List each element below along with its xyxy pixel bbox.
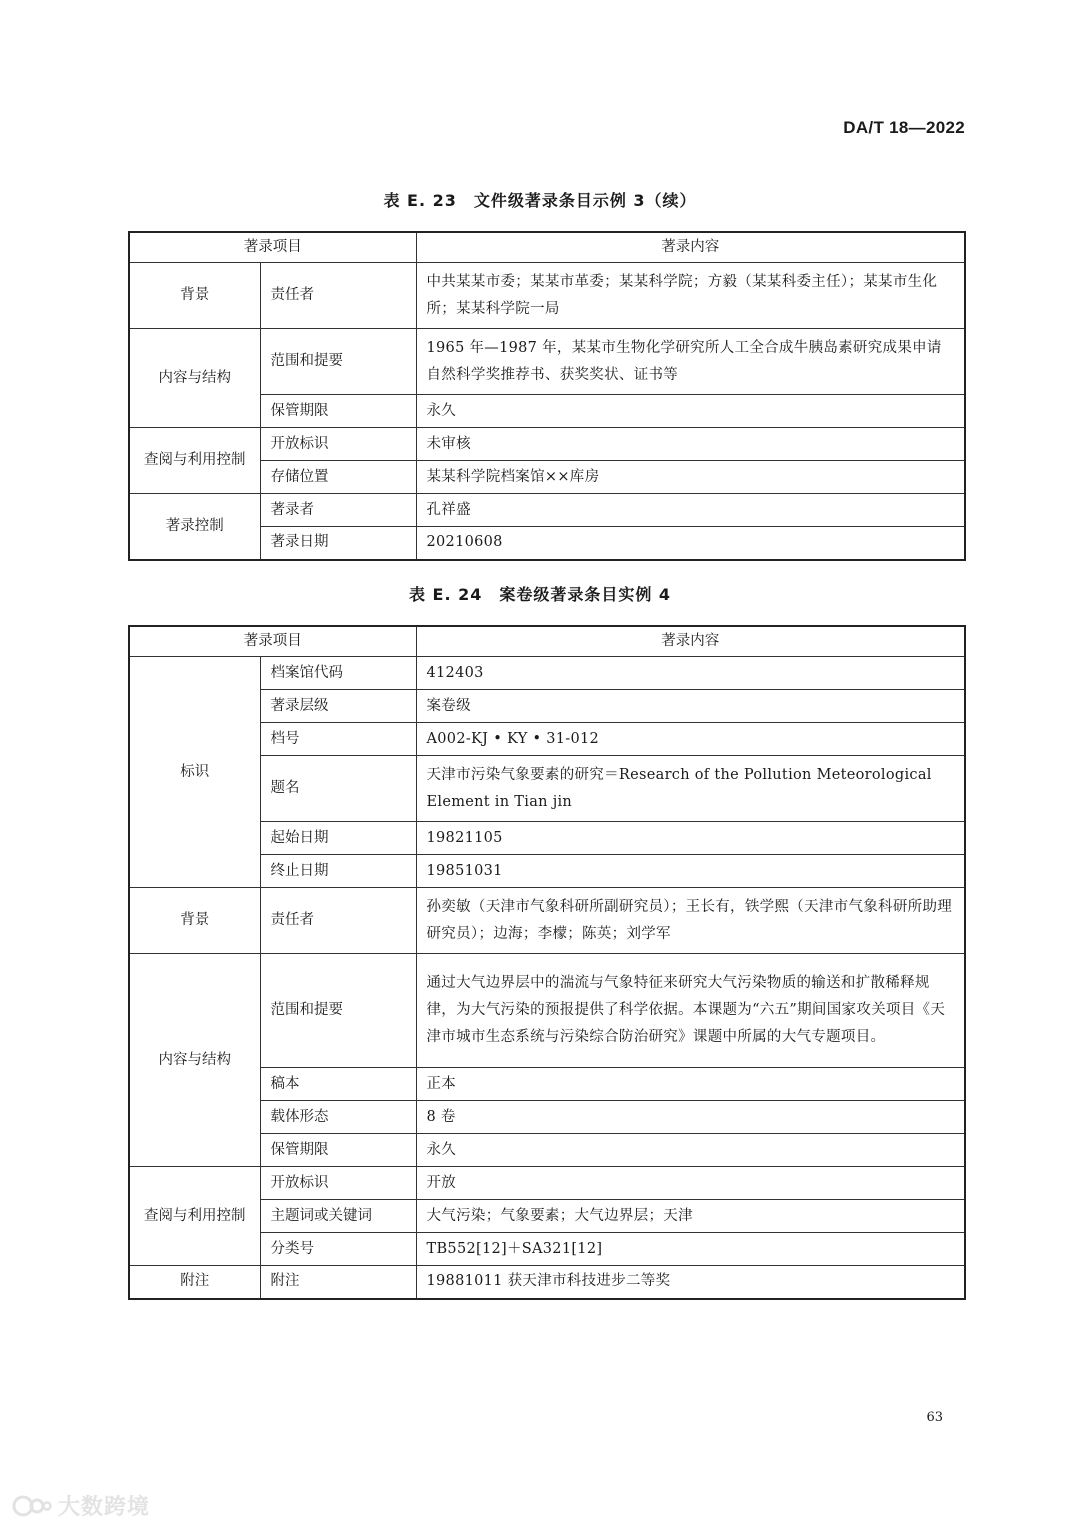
item-cell: 终止日期 <box>260 855 416 888</box>
value-cell: 孔祥盛 <box>416 494 965 527</box>
standard-code: DA/T 18—2022 <box>843 118 965 137</box>
table2 <box>128 625 966 1300</box>
item-cell: 档案馆代码 <box>260 657 416 690</box>
watermark <box>12 1490 150 1521</box>
item-cell: 稿本 <box>260 1068 416 1101</box>
table-row <box>129 428 965 461</box>
value-cell: 中共某某市委；某某市革委；某某科学院；方毅（某某科委主任）；某某市生化所；某某科学院一局 <box>416 263 965 329</box>
value-cell: 孙奕敏（天津市气象科研所副研究员）；王长有，铁学熙（天津市气象科研所助理研究员）；边海；李檬；陈英；刘学军 <box>416 888 965 954</box>
watermark-logo-icon <box>12 1493 52 1519</box>
table2-head-item: 著录项目 <box>129 626 416 657</box>
table1-head-item: 著录项目 <box>129 232 416 263</box>
item-cell: 责任者 <box>260 888 416 954</box>
item-cell: 题名 <box>260 756 416 822</box>
value-cell: 19881011 获天津市科技进步二等奖 <box>416 1266 965 1299</box>
group-cell: 查阅与利用控制 <box>129 1167 260 1266</box>
table-row <box>129 1266 965 1299</box>
group-cell: 内容与结构 <box>129 954 260 1167</box>
item-cell: 范围和提要 <box>260 954 416 1068</box>
value-cell: 1965 年—1987 年，某某市生物化学研究所人工全合成牛胰岛素研究成果申请自然科学奖推荐书、获奖奖状、证书等 <box>416 329 965 395</box>
watermark-text: 大数跨境 <box>58 1495 151 1520</box>
value-cell: 19821105 <box>416 822 965 855</box>
table-row <box>129 657 965 690</box>
item-cell: 起始日期 <box>260 822 416 855</box>
table2-caption: 表 E. 24 案卷级著录条目实例 4 <box>408 585 672 604</box>
value-cell: 通过大气边界层中的湍流与气象特征来研究大气污染物质的输送和扩散稀释规律，为大气污染的预报提供了科学依据。本课题为“六五”期间国家攻关项目《天津市城市生态系统与污染综合防治研究》课题中所属的大气专题项目。 <box>416 954 965 1068</box>
value-cell: 未审核 <box>416 428 965 461</box>
item-cell: 主题词或关键词 <box>260 1200 416 1233</box>
value-cell: 永久 <box>416 395 965 428</box>
value-cell: 案卷级 <box>416 690 965 723</box>
group-cell: 标识 <box>129 657 260 888</box>
group-cell: 背景 <box>129 263 260 329</box>
item-cell: 开放标识 <box>260 428 416 461</box>
table1-header-row <box>129 232 965 263</box>
item-cell: 保管期限 <box>260 395 416 428</box>
value-cell: TB552[12]＋SA321[12] <box>416 1233 965 1266</box>
item-cell: 著录者 <box>260 494 416 527</box>
item-cell: 开放标识 <box>260 1167 416 1200</box>
table-row <box>129 263 965 329</box>
group-cell: 内容与结构 <box>129 329 260 428</box>
table-row <box>129 494 965 527</box>
value-cell: 412403 <box>416 657 965 690</box>
value-cell: 天津市污染气象要素的研究＝Research of the Pollution Meteorological Element in Tian jin <box>416 756 965 822</box>
page-number: 63 <box>926 1410 943 1425</box>
table2-header-row <box>129 626 965 657</box>
item-cell: 存储位置 <box>260 461 416 494</box>
group-cell: 查阅与利用控制 <box>129 428 260 494</box>
value-cell: 开放 <box>416 1167 965 1200</box>
table-row <box>129 1167 965 1200</box>
value-cell: A002-KJ • KY • 31-012 <box>416 723 965 756</box>
table2-head-content: 著录内容 <box>416 626 965 657</box>
item-cell: 责任者 <box>260 263 416 329</box>
table-row <box>129 888 965 954</box>
table1-head-content: 著录内容 <box>416 232 965 263</box>
value-cell: 某某科学院档案馆××库房 <box>416 461 965 494</box>
group-cell: 附注 <box>129 1266 260 1299</box>
value-cell: 19851031 <box>416 855 965 888</box>
table-row <box>129 954 965 1068</box>
item-cell: 档号 <box>260 723 416 756</box>
value-cell: 大气污染；气象要素；大气边界层；天津 <box>416 1200 965 1233</box>
table1-caption: 表 E. 23 文件级著录条目示例 3（续） <box>383 191 697 210</box>
item-cell: 著录日期 <box>260 527 416 560</box>
item-cell: 附注 <box>260 1266 416 1299</box>
table-row <box>129 329 965 395</box>
table1 <box>128 231 966 561</box>
group-cell: 背景 <box>129 888 260 954</box>
item-cell: 范围和提要 <box>260 329 416 395</box>
value-cell: 正本 <box>416 1068 965 1101</box>
item-cell: 著录层级 <box>260 690 416 723</box>
item-cell: 载体形态 <box>260 1101 416 1134</box>
value-cell: 20210608 <box>416 527 965 560</box>
group-cell: 著录控制 <box>129 494 260 560</box>
value-cell: 永久 <box>416 1134 965 1167</box>
item-cell: 分类号 <box>260 1233 416 1266</box>
item-cell: 保管期限 <box>260 1134 416 1167</box>
value-cell: 8 卷 <box>416 1101 965 1134</box>
